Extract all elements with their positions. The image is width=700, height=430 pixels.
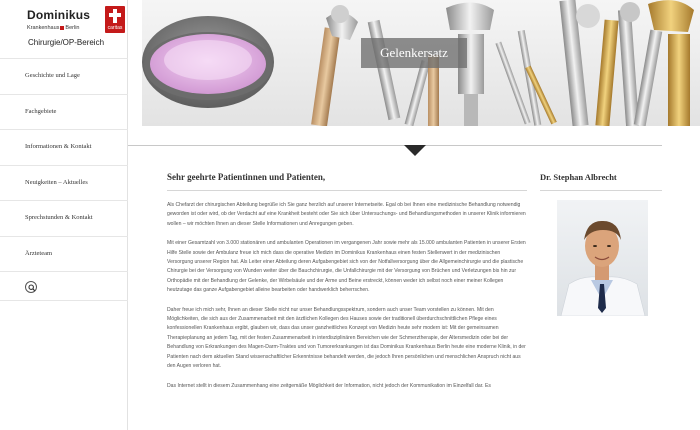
- paragraph-internet: Das Internet stellt in diesem Zusammenhang eine zeitgemäße Möglichkeit der Information, nicht jedoch der Kommunikation im Einzelfall dar. Es: [167, 382, 491, 389]
- nav-item-fachgebiete[interactable]: Fachgebiete: [0, 94, 128, 130]
- nav-search: [0, 271, 128, 301]
- welcome-heading: Sehr geehrte Patientinnen und Patienten,: [167, 172, 527, 191]
- logo-sub-left: Krankenhaus: [27, 25, 60, 31]
- nav-item-informationen[interactable]: Informationen & Kontakt: [0, 129, 128, 165]
- search-icon[interactable]: [25, 281, 37, 293]
- doctor-name: Dr. Stephan Albrecht: [540, 172, 662, 191]
- caritas-label: caritas: [107, 25, 123, 31]
- logo-subtitle: [27, 25, 79, 31]
- caritas-badge: [105, 6, 125, 33]
- nav-item-neuigkeiten[interactable]: Neuigkeiten – Aktuelles: [0, 165, 128, 201]
- logo-sub-right: Berlin: [65, 25, 80, 31]
- nav-item-sprechstunden[interactable]: Sprechstunden & Kontakt: [0, 200, 128, 236]
- sidebar: [0, 0, 128, 430]
- banner-title: Gelenkersatz: [361, 38, 467, 68]
- doctor-portrait: [557, 200, 648, 316]
- logo-name: Dominikus: [27, 8, 91, 22]
- logo-square-icon: [60, 26, 64, 30]
- nav-item-aerzteteam[interactable]: Ärzteteam: [0, 236, 128, 272]
- banner-divider: [128, 145, 662, 146]
- paragraph-team: Daher freue ich mich sehr, Ihnen an dieser Stelle nicht nur unser Behandlungsspektrum, sondern auch unser Team vorstellen zu können. Mit den Möglichkeiten, die sich aus der Zusammenarbeit mit den ärztlichen Kollegen des Hauses sowie der traditionell überdurchschnittlichen Pflege eines konfessionellen Krankenhaus ergibt, glauben wir, dass das unser ganzheitliches Konzept von Medizin heute sehr modern ist: Mit der gemeinsamen Therapieplanung an jedem Tag, mit der festen Zusammenarbeit in interdisziplinären Bereichen wie der Schmerztherapie, der Altersmedizin oder bei der Behandlung von Erkrankungen des Magen-Darm-Traktes und von Tumorerkrankungen ist das Dominikus Krankenhaus Berlin heute eine moderne Klinik, in der Patienten nach dem aktuellen Stand wissenschaftlicher Erkenntnisse behandelt werden, die jedoch Ihren persönlichen und menschlichen Anspruch nicht aus den Augen verloren hat.: [167, 306, 526, 370]
- cross-icon-bar: [109, 13, 121, 17]
- doctor-sidebar: [540, 172, 662, 191]
- department-title: Chirurgie/OP-Bereich: [28, 38, 105, 47]
- hero-banner: [128, 0, 700, 126]
- paragraph-intro: Als Chefarzt der chirurgischen Abteilung begrüße ich Sie ganz herzlich auf unserer Internetseite. Egal ob bei Ihnen eine medizinische Behandlung notwendig geworden ist oder wird, ob der Verdacht auf eine Krankheit besteht oder Sie sich über Untersuchungs- und Behandlungsmethoden in unserer Klinik informieren wollen – wir möchten Ihnen an dieser Stelle Informationen und Anregungen geben.: [167, 202, 526, 227]
- down-arrow-icon: [404, 145, 426, 156]
- paragraph-operations: Mit einer Gesamtzahl von 3.000 stationären und ambulanten Operationen im vergangenen Jahr sowie mehr als 15.000 ambulanten Patienten in unserer Ersten Hilfe Stelle sowie der Ambulanz freue ich mich dass die operative Medizin im Dominikus Krankenhaus einen festen Stellenwert in der medizinischen Versorgung unserer Region hat. Als Leiter einer Abteilung deren Aufgabengebiet sich von der Notfallversorgung über die Allgemeinchirurgie und die plastische Chirurgie bei der Versorgung von Wunden weiter über die Bauchchirurgie, die Unfallchirurgie mit der Versorgung von Brüchen und Verletzungen bis hin zur Orthopädie mit der Behandlung der Gelenke, der Wirbelsäule und der Arme und Beine erstreckt, können weder ich selbst noch einer meiner Kollegen heutzutage das ganze Aufgabengebiet alleine bearbeiten oder handwerklich beherrschen.: [167, 240, 526, 294]
- main-navigation: [0, 58, 128, 301]
- nav-item-geschichte[interactable]: Geschichte und Lage: [0, 58, 128, 94]
- main-content: [167, 172, 527, 391]
